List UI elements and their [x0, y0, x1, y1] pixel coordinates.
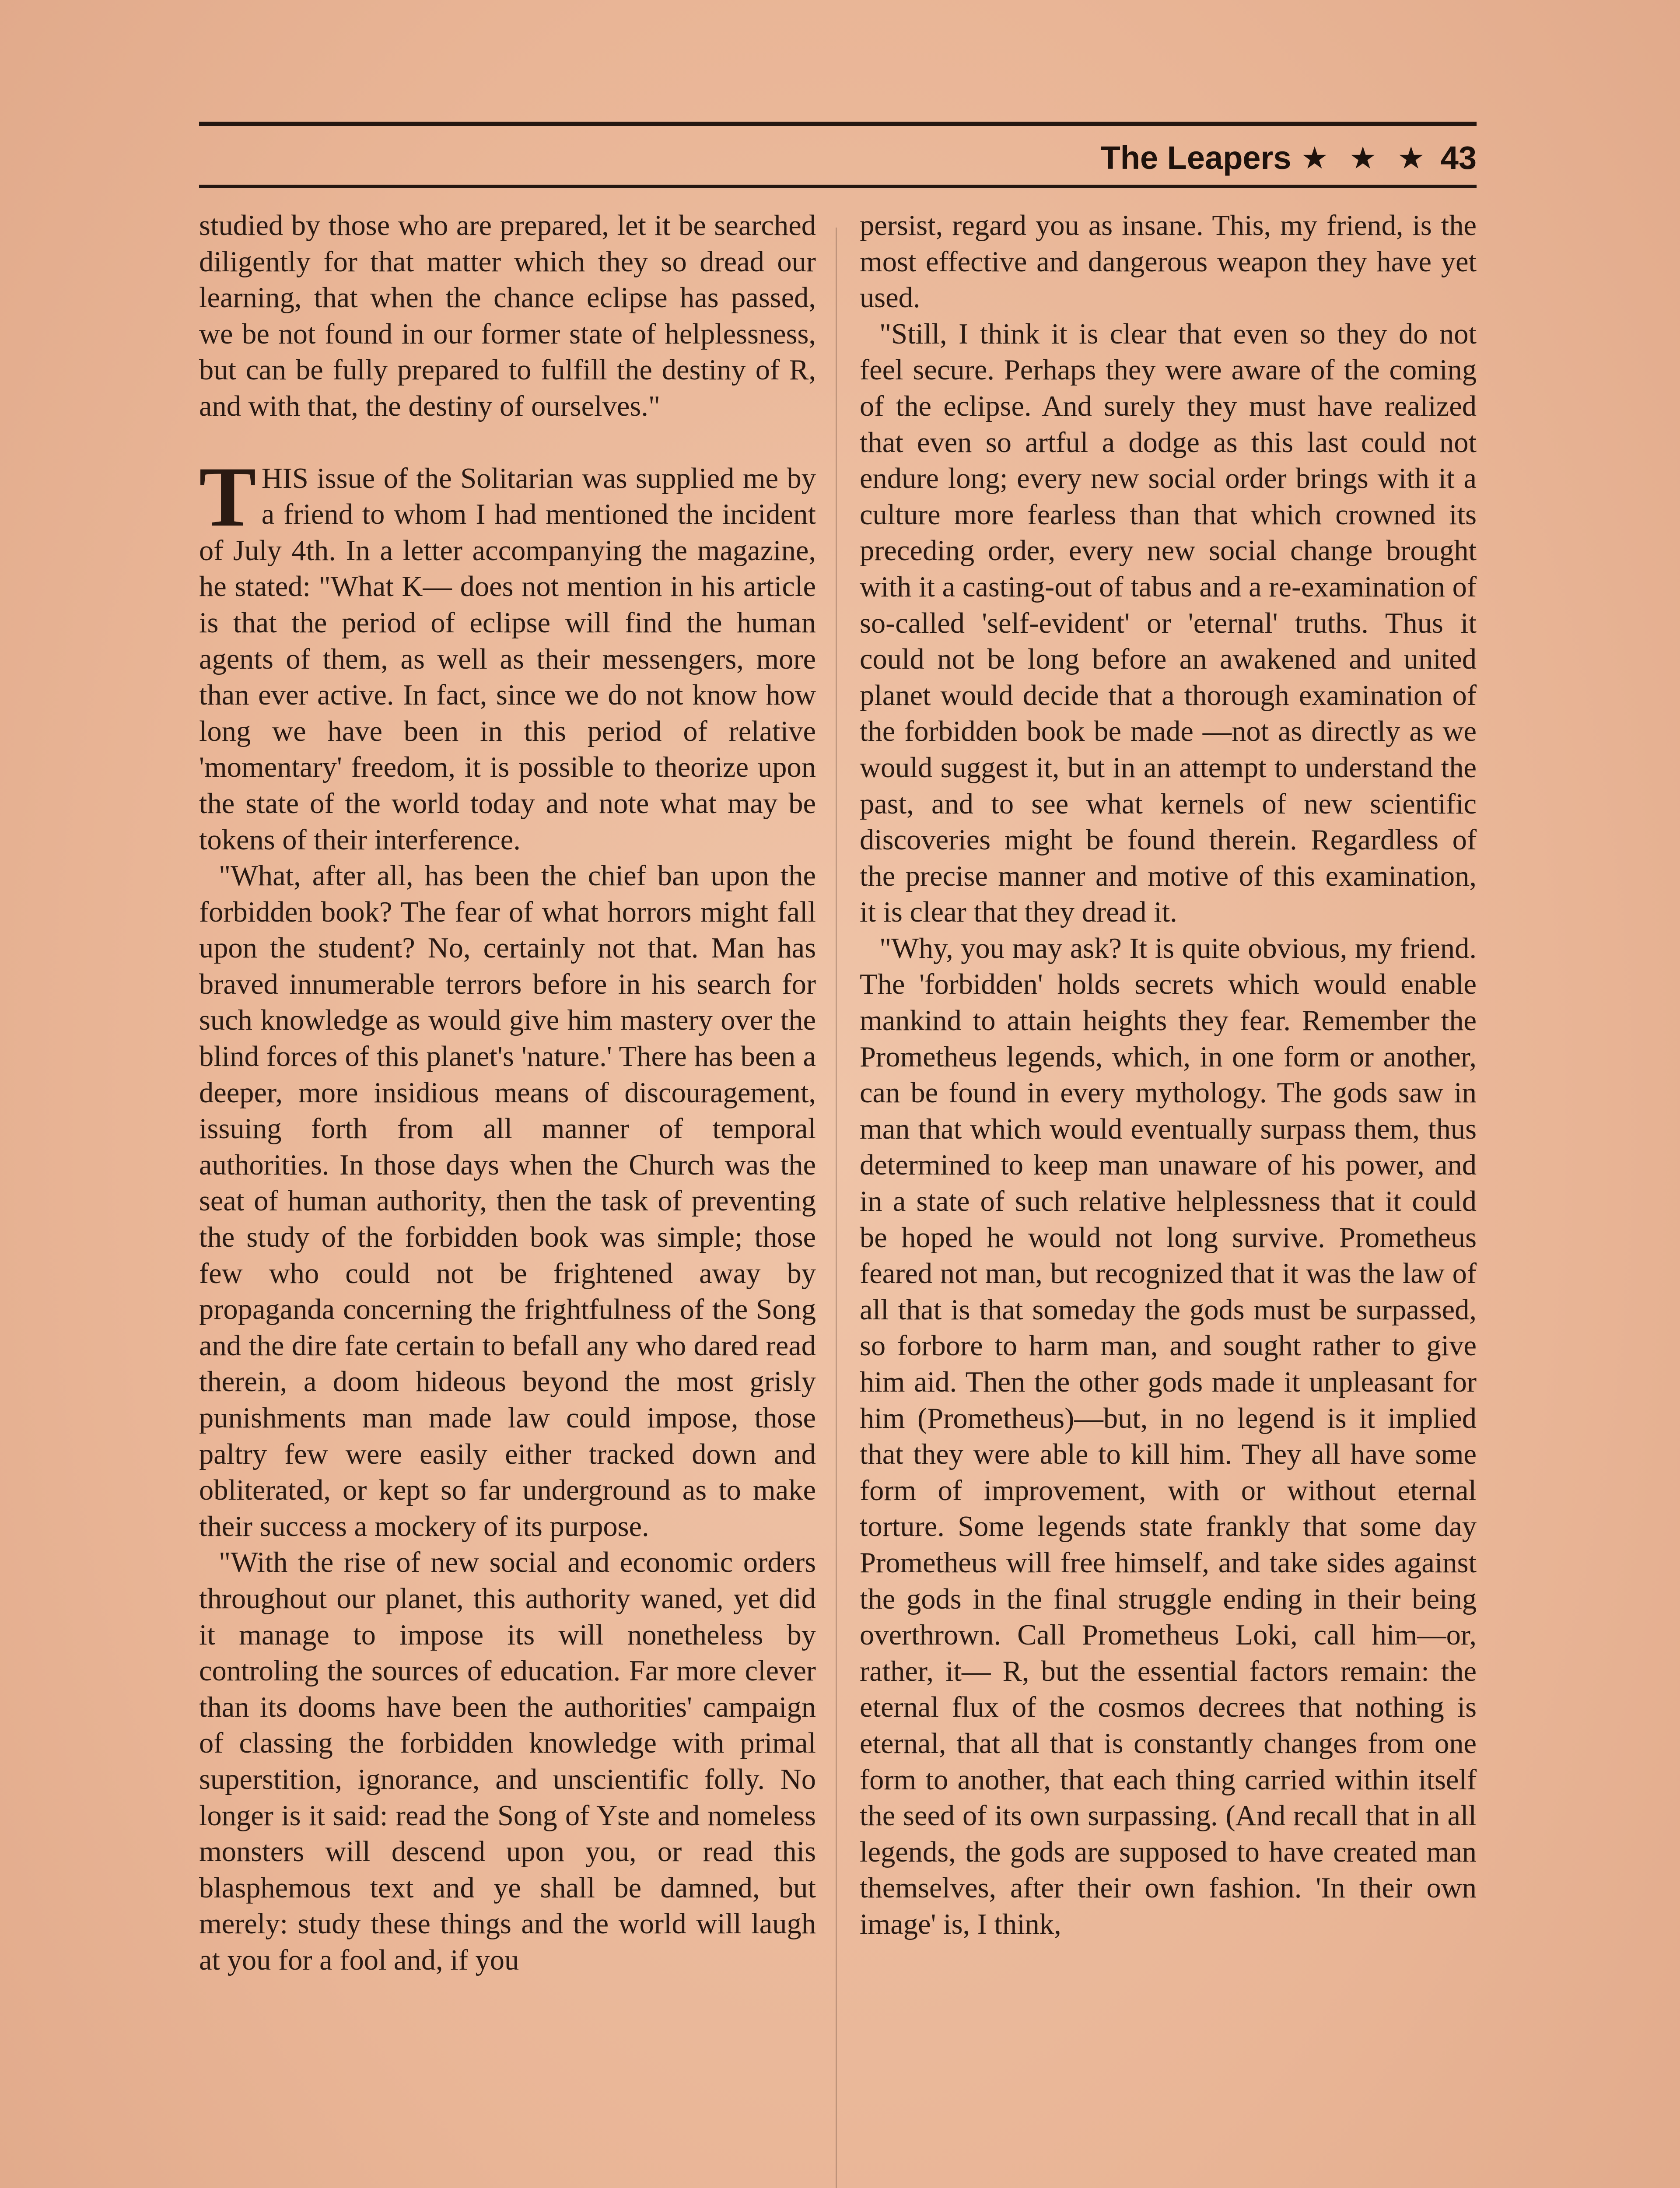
column-divider: [836, 228, 837, 2188]
star-ornament: ★ ★ ★: [1301, 141, 1431, 175]
paragraph: "Still, I think it is clear that even so they do not feel secure. Perhaps they were aware of the coming of the eclipse. And surely they must have realized that even so artful a dodge as this last could not endure long; every new social order brings with it a culture more fearless than that which crowned its preceding order, every new social change brought with it a casting-out of tabus and a re-examination of so-called 'self-evident' or 'eternal' truths. Thus it could not be long before an awakened and united planet would decide that a thorough examination of the forbidden book be made —not as directly as we would suggest it, but in an attempt to understand the past, and to see what kernels of new scientific discoveries might be found therein. Regardless of the precise manner and motive of this examination, it is clear that they dread it.: [860, 318, 1477, 929]
paragraph: "With the rise of new social and economic orders throughout our planet, this authority waned, yet did it manage to impose its will nonetheless by controling the sources of education. Far more clever than its dooms have been the authorities' campaign of classing the forbidden knowledge with primal superstition, ignorance, and unscientific folly. No longer is it said: read the Song of Yste and nomeless monsters will descend upon you, or read this blasphemous text and ye shall be damned, but merely: study these things and the world will laugh at you for a fool and, if you: [199, 1546, 816, 1976]
paragraph-text: HIS issue of the Solitarian was supplied me by a friend to whom I had mentioned the incident of July 4th. In a letter accompanying the magazine, he stated: "What K— does not mention in his article is that the period of eclipse will find the human agents of them, as well as their messengers, more than ever active. In fact, since we do not know how long we have been in this period of relative 'momentary' freedom, it is possible to theorize upon the state of the world today and note what may be tokens of their interference.: [199, 462, 816, 856]
left-column: [199, 208, 816, 1979]
page-number: 43: [1440, 140, 1477, 176]
story-title: The Leapers: [1100, 140, 1292, 176]
paragraph: studied by those who are prepared, let it be searched diligently for that matter which they so dread our learning, that when the chance eclipse has passed, we be not found in our former state of helplessness, but can be fully prepared to fulfill the destiny of R, and with that, the destiny of ourselves.": [199, 210, 816, 422]
header-rule-bottom: [199, 185, 1477, 188]
running-header: [1101, 138, 1477, 178]
header-rule-top: [199, 122, 1477, 126]
paragraph: "Why, you may ask? It is quite obvious, my friend. The 'forbidden' holds secrets which would enable mankind to attain heights they fear. Remember the Prometheus legends, which, in one form or another, can be found in every mythology. The gods saw in man that which would eventually surpass them, thus determined to keep man unaware of his power, and in a state of such relative helplessness that it could be hoped he would not long survive. Prometheus feared not man, but recognized that it was the law of all that is that someday the gods must be surpassed, so forbore to harm man, and sought rather to give him aid. Then the other gods made it unpleasant for him (Prometheus)—but, in no legend is it implied that they were able to kill him. They all have some form of improvement, with or without eternal torture. Some legends state frankly that some day Prometheus will free himself, and take sides against the gods in the final struggle ending in their being overthrown. Call Prometheus Loki, call him—or, rather, it— R, but the essential factors remain: the eternal flux of the cosmos decrees that nothing is eternal, that all that is constantly changes from one form to another, that each thing carried within itself the seed of its own surpassing. (And recall that in all legends, the gods are supposed to have created man themselves, after their own fashion. 'In their own image' is, I think,: [860, 932, 1477, 1940]
right-column: [860, 208, 1477, 1943]
paragraph-with-dropcap: [199, 449, 816, 859]
paragraph: "What, after all, has been the chief ban upon the forbidden book? The fear of what horrors might fall upon the student? No, certainly not that. Man has braved innumerable terrors before in his search for such knowledge as would give him mastery over the blind forces of this planet's 'nature.' There has been a deeper, more insidious means of discouragement, issuing forth from all manner of temporal authorities. In those days when the Church was the seat of human authority, then the task of preventing the study of the forbidden book was simple; those few who could not be frightened away by propaganda concerning the frightfulness of the Song and the dire fate certain to befall any who dared read therein, a doom hideous beyond the most grisly punishments man made law could impose, those paltry few were easily either tracked down and obliterated, or kept so far underground as to make their success a mockery of its purpose.: [199, 860, 816, 1543]
paragraph: persist, regard you as insane. This, my friend, is the most effective and dangerous weapon they have yet used.: [860, 210, 1477, 314]
drop-cap: T: [199, 449, 256, 544]
